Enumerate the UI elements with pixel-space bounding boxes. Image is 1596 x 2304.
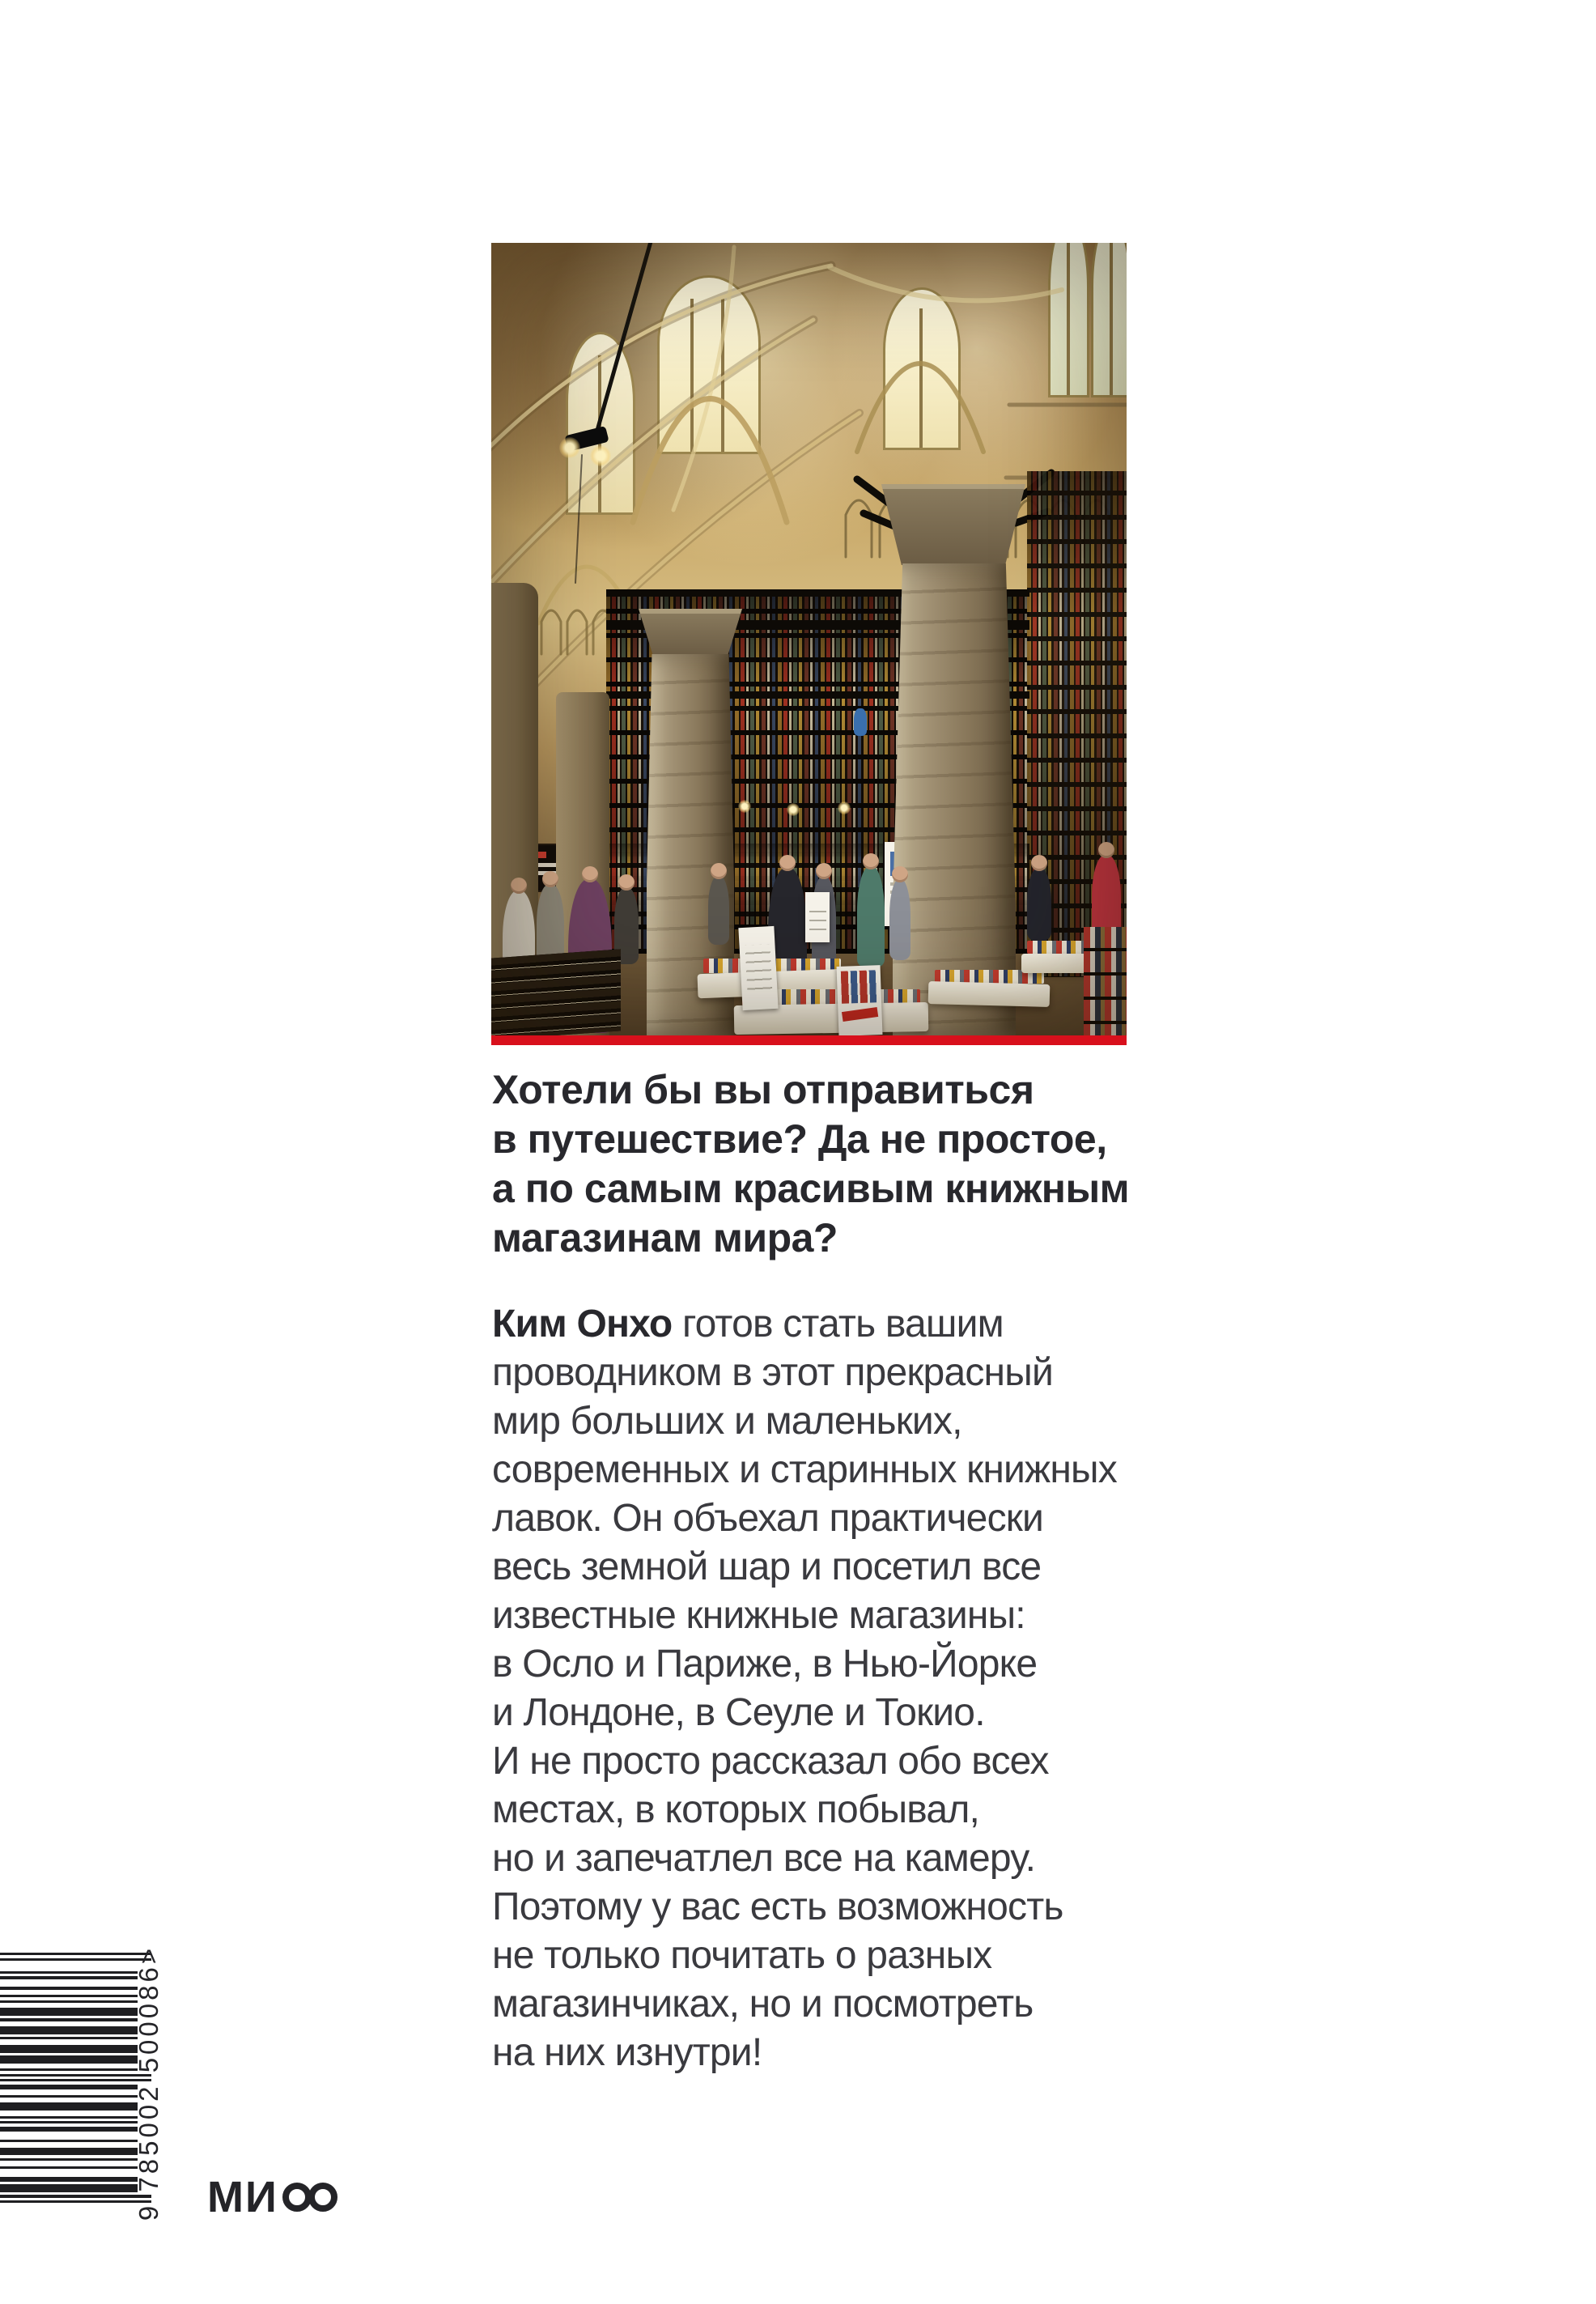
isbn-number: 9 785002 500086> xyxy=(134,1945,163,2221)
barcode-bar xyxy=(0,2037,138,2039)
barcode-bar xyxy=(0,2045,138,2053)
body-line: в Осло и Париже, в Нью-Йорке xyxy=(492,1643,1038,1685)
barcode-bar xyxy=(0,2121,138,2123)
barcode-bar xyxy=(0,2026,138,2034)
body-line: и Лондоне, в Сеуле и Токио. xyxy=(492,1691,985,1734)
barcode-bar xyxy=(0,2148,138,2156)
body-line: известные книжные магазины: xyxy=(492,1594,1025,1637)
barcode-bar xyxy=(0,2008,138,2016)
barcode-bar xyxy=(0,2085,138,2090)
infinity-icon xyxy=(282,2179,338,2216)
barcode-bar xyxy=(0,1958,151,1961)
barcode-bar xyxy=(0,2095,138,2098)
body-line: лавок. Он объехал практически xyxy=(492,1497,1043,1540)
barcode-bar xyxy=(0,1976,138,1979)
barcode-bar xyxy=(0,2000,138,2003)
body-line: но и запечатлел все на камеру. xyxy=(492,1837,1036,1880)
author-name: Ким Онхо xyxy=(492,1303,673,1345)
barcode-bar xyxy=(0,2127,138,2132)
barcode-bar xyxy=(0,1987,138,1989)
body-line: на них изнутри! xyxy=(492,2031,762,2074)
body-line: И не просто рассказал обо всех xyxy=(492,1740,1049,1783)
barcode-bar xyxy=(0,2184,138,2192)
body-line: весь земной шар и посетил все xyxy=(492,1545,1042,1588)
barcode-bar xyxy=(0,2177,138,2183)
body-line: магазинчиках, но и посмотреть xyxy=(492,1983,1034,2026)
barcode-bar xyxy=(0,2055,138,2064)
headline xyxy=(492,1065,1140,1263)
barcode-bar xyxy=(0,2158,138,2161)
red-divider xyxy=(491,1035,1127,1045)
body-line: не только почитать о разных xyxy=(492,1934,992,1977)
barcode-bar xyxy=(0,2074,151,2077)
headline-line: магазинам мира? xyxy=(492,1215,838,1260)
barcode-bar xyxy=(0,2140,138,2142)
body-line: местах, в которых побывал, xyxy=(492,1788,980,1831)
barcode-bar xyxy=(0,2079,151,2081)
cover-photo xyxy=(491,243,1127,1035)
body-line: Поэтому у вас есть возможность xyxy=(492,1885,1063,1928)
headline-line: а по самым красивым книжным xyxy=(492,1166,1130,1211)
barcode-bar xyxy=(0,2195,151,2197)
body-line-rest: готов стать вашим xyxy=(672,1303,1004,1345)
barcode-bar xyxy=(0,1995,138,1997)
barcode-bar xyxy=(0,2068,138,2071)
headline-line: Хотели бы вы отправиться xyxy=(492,1067,1034,1112)
body-line: мир больших и маленьких, xyxy=(492,1400,962,1443)
body-line xyxy=(492,1300,1148,1349)
barcode-bar xyxy=(0,2166,138,2169)
barcode-bar xyxy=(0,1971,138,1974)
barcode-bar xyxy=(0,1953,151,1955)
publisher-logo-mif xyxy=(207,2173,338,2221)
barcode-bar xyxy=(0,2116,138,2119)
barcode-bar xyxy=(0,2018,138,2021)
barcode-bar xyxy=(0,2102,138,2111)
barcode-bar xyxy=(0,2200,151,2203)
body-line: проводником в этот прекрасный xyxy=(492,1351,1053,1394)
body-line: современных и старинных книжных xyxy=(492,1448,1117,1491)
headline-line: в путешествие? Да не простое, xyxy=(492,1116,1107,1162)
body-text xyxy=(492,1300,1148,2077)
photo-vignette xyxy=(491,243,1127,1035)
logo-letters: МИ xyxy=(207,2173,278,2221)
